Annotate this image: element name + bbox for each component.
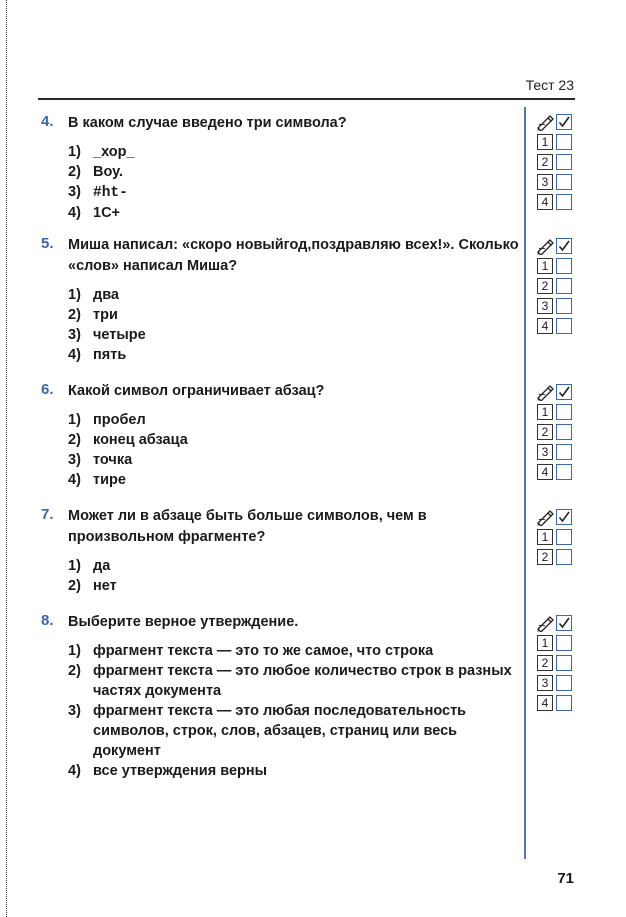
option-list — [68, 142, 523, 223]
answer-number: 1 — [537, 404, 553, 420]
option-4 — [68, 203, 523, 223]
question-number: 7. — [41, 506, 54, 523]
answer-checkbox[interactable] — [556, 154, 572, 170]
pencil-icon — [537, 616, 554, 632]
option-2 — [68, 162, 523, 182]
option-number: 1) — [68, 558, 81, 574]
answer-column-rule — [524, 107, 526, 859]
option-3 — [68, 182, 523, 203]
answer-number: 2 — [537, 278, 553, 294]
pencil-icon — [537, 239, 554, 255]
answer-number: 4 — [537, 194, 553, 210]
option-1 — [68, 410, 523, 430]
answer-number: 4 — [537, 464, 553, 480]
option-text: тире — [93, 472, 126, 488]
answer-checkbox[interactable] — [556, 318, 572, 334]
answer-checkbox[interactable] — [556, 549, 572, 565]
answer-number: 3 — [537, 675, 553, 691]
option-number: 2) — [68, 307, 81, 323]
answer-checkbox[interactable] — [556, 278, 572, 294]
option-text: пробел — [93, 412, 146, 428]
checkmark-icon — [556, 509, 572, 525]
option-number: 3) — [68, 327, 81, 343]
answer-number: 2 — [537, 549, 553, 565]
test-title: Тест 23 — [525, 77, 574, 93]
option-number: 1) — [68, 643, 81, 659]
answer-number: 1 — [537, 258, 553, 274]
option-number: 4) — [68, 472, 81, 488]
checkmark-icon — [556, 615, 572, 631]
checkmark-icon — [556, 238, 572, 254]
option-text: фрагмент текста — это то же самое, что строка — [93, 643, 434, 659]
option-3 — [68, 325, 523, 345]
answer-row — [537, 174, 577, 193]
answer-number: 1 — [537, 134, 553, 150]
option-4 — [68, 761, 523, 781]
answer-header — [537, 615, 577, 634]
answer-row — [537, 318, 577, 337]
answer-checkbox[interactable] — [556, 194, 572, 210]
option-text: конец абзаца — [93, 432, 188, 448]
answer-header — [537, 509, 577, 528]
answer-checkbox[interactable] — [556, 258, 572, 274]
checkmark-icon — [556, 384, 572, 400]
question-number: 6. — [41, 381, 54, 398]
checkmark-icon — [556, 114, 572, 130]
answer-number: 1 — [537, 635, 553, 651]
option-list — [68, 556, 523, 596]
pencil-icon — [537, 115, 554, 131]
option-1 — [68, 142, 523, 162]
question-number: 8. — [41, 612, 54, 629]
question-4 — [41, 113, 523, 223]
answer-number: 2 — [537, 424, 553, 440]
option-text: точка — [93, 452, 133, 468]
answer-grid-8 — [537, 615, 577, 715]
page-number: 71 — [557, 870, 574, 887]
option-number: 2) — [68, 432, 81, 448]
option-number: 4) — [68, 347, 81, 363]
question-number: 4. — [41, 113, 54, 130]
option-4 — [68, 345, 523, 365]
option-text: три — [93, 307, 118, 323]
answer-checkbox[interactable] — [556, 529, 572, 545]
answer-row — [537, 154, 577, 173]
answer-number: 3 — [537, 298, 553, 314]
answer-row — [537, 549, 577, 568]
question-text: Выберите верное утверждение. — [68, 614, 299, 630]
option-number: 3) — [68, 184, 81, 200]
answer-number: 1 — [537, 529, 553, 545]
question-text: Может ли в абзаце быть больше символов, чем в произвольном фрагменте? — [68, 508, 427, 545]
question-6 — [41, 381, 523, 490]
answer-row — [537, 635, 577, 654]
question-text: Какой символ ограничивает абзац? — [68, 383, 325, 399]
answer-number: 4 — [537, 318, 553, 334]
option-text: #ht- — [93, 185, 128, 201]
option-text: да — [93, 558, 111, 574]
option-3 — [68, 701, 523, 761]
answer-checkbox[interactable] — [556, 424, 572, 440]
option-text: два — [93, 287, 119, 303]
option-3 — [68, 450, 523, 470]
option-list — [68, 641, 523, 781]
answer-row — [537, 675, 577, 694]
pencil-icon — [537, 385, 554, 401]
option-4 — [68, 470, 523, 490]
answer-grid-5 — [537, 238, 577, 338]
answer-header — [537, 114, 577, 133]
option-number: 1) — [68, 144, 81, 160]
question-8 — [41, 612, 523, 781]
answer-checkbox[interactable] — [556, 655, 572, 671]
answer-header — [537, 238, 577, 257]
option-number: 2) — [68, 578, 81, 594]
option-text: 1C+ — [93, 205, 121, 221]
question-7 — [41, 506, 523, 596]
answer-checkbox[interactable] — [556, 298, 572, 314]
answer-row — [537, 464, 577, 483]
answer-number: 3 — [537, 444, 553, 460]
answer-row — [537, 278, 577, 297]
answer-grid-6 — [537, 384, 577, 484]
option-text: четыре — [93, 327, 146, 343]
answer-row — [537, 194, 577, 213]
question-text: В каком случае введено три символа? — [68, 115, 347, 131]
answer-row — [537, 134, 577, 153]
header-rule — [38, 98, 575, 100]
option-2 — [68, 576, 523, 596]
option-text: _хор_ — [93, 144, 135, 160]
answer-row — [537, 655, 577, 674]
answer-row — [537, 444, 577, 463]
option-2 — [68, 661, 523, 701]
option-2 — [68, 305, 523, 325]
cut-line — [6, 0, 7, 917]
option-number: 2) — [68, 663, 81, 679]
question-5 — [41, 235, 523, 365]
option-number: 4) — [68, 205, 81, 221]
answer-checkbox[interactable] — [556, 444, 572, 460]
answer-checkbox[interactable] — [556, 134, 572, 150]
answer-grid-7 — [537, 509, 577, 569]
answer-checkbox[interactable] — [556, 464, 572, 480]
answer-row — [537, 404, 577, 423]
answer-checkbox[interactable] — [556, 174, 572, 190]
answer-number: 3 — [537, 174, 553, 190]
option-text: фрагмент текста — это любое количество строк в разных частях документа — [93, 663, 512, 699]
answer-row — [537, 695, 577, 714]
option-text: нет — [93, 578, 117, 594]
option-1 — [68, 641, 523, 661]
answer-checkbox[interactable] — [556, 404, 572, 420]
answer-number: 2 — [537, 154, 553, 170]
answer-grid-4 — [537, 114, 577, 214]
answer-row — [537, 258, 577, 277]
answer-number: 4 — [537, 695, 553, 711]
option-text: Bоу. — [93, 164, 123, 180]
option-list — [68, 410, 523, 490]
option-number: 1) — [68, 287, 81, 303]
option-text: все утверждения верны — [93, 763, 267, 779]
answer-row — [537, 529, 577, 548]
option-number: 3) — [68, 703, 81, 719]
option-text: фрагмент текста — это любая последовательность символов, строк, слов, абзацев, страниц или весь документ — [93, 703, 467, 759]
answer-row — [537, 424, 577, 443]
answer-checkbox[interactable] — [556, 695, 572, 711]
pencil-icon — [537, 510, 554, 526]
option-number: 2) — [68, 164, 81, 180]
option-1 — [68, 285, 523, 305]
option-2 — [68, 430, 523, 450]
question-number: 5. — [41, 235, 54, 252]
option-number: 4) — [68, 763, 81, 779]
option-number: 3) — [68, 452, 81, 468]
answer-checkbox[interactable] — [556, 635, 572, 651]
option-1 — [68, 556, 523, 576]
question-text: Миша написал: «скоро новыйгод,поздравляю всех!». Сколько «слов» написал Миша? — [68, 237, 519, 274]
answer-number: 2 — [537, 655, 553, 671]
answer-header — [537, 384, 577, 403]
answer-row — [537, 298, 577, 317]
option-number: 1) — [68, 412, 81, 428]
option-text: пять — [93, 347, 127, 363]
option-list — [68, 285, 523, 365]
answer-checkbox[interactable] — [556, 675, 572, 691]
